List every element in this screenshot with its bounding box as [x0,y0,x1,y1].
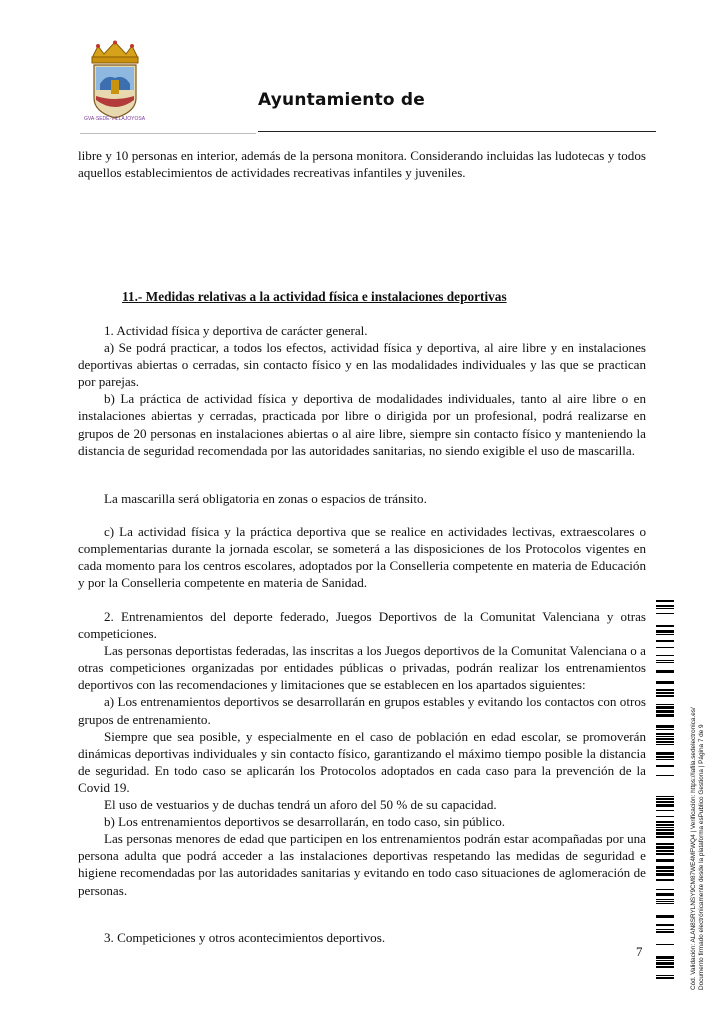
text-block-5 [78,929,646,946]
barcode-bar [656,816,674,817]
paragraph: b) La práctica de actividad física y deportiva de modalidades individuales, tanto al aire libre o en instalaciones abiertas y cerradas, practicada por libre o dirigida por un profesional, podrá realizarse en grupos de 20 personas en instalaciones abiertas o al aire libre, siempre sin contacto físico y manteniendo la distancia de seguridad recomendada por las autoridades sanitarias, no siendo exigible el uso de mascarilla. [78,391,646,458]
barcode-bar [656,660,674,661]
barcode-bar [656,801,674,803]
paragraph: Siempre que sea posible, y especialmente en el caso de población en edad escolar, se promoverán dinámicas deportivas individuales y sin contacto físico, garantizando el máximo tiempo posible la distancia de seguridad. En todo caso se aplicarán los Protocolos adoptados en cada caso para la prevención de la Covid 19. [78,728,646,795]
barcode-bar [656,630,674,633]
barcode-bar [656,741,674,743]
barcode-bar [656,903,674,904]
barcode-bar [656,729,674,730]
page-number: 7 [636,944,643,959]
barcode-bar [656,692,674,694]
barcode-bar [656,670,674,673]
barcode-bar [656,899,674,900]
section-heading: 11.- Medidas relativas a la actividad física e instalaciones deportivas [122,289,507,304]
intro-paragraph [78,147,646,181]
barcode-bar [656,859,674,862]
barcode-bar [656,924,674,926]
barcode-bar [656,681,674,684]
barcode-bar [656,655,674,656]
barcode-bar [656,710,674,713]
barcode-bar [656,775,674,776]
paragraph: 1. Actividad física y deportiva de carácter general. [104,323,368,338]
barcode-bar [656,962,674,965]
barcode-bar [656,744,674,745]
header-rule-left [80,133,256,134]
barcode-bar [656,738,674,740]
barcode-bar [656,975,674,976]
barcode-bar [656,824,674,826]
barcode-bar [656,756,674,758]
barcode-bar [656,827,674,828]
barcode-bar [656,736,674,737]
header-rule [258,131,656,132]
text-block-2 [78,490,646,507]
barcode-bar [656,647,674,648]
paragraph: c) La actividad física y la práctica deportiva que se realice en actividades lectivas, extraescolares o complementarias durante la jornada escolar, se someterá a las disposiciones de los Protocolos vigentes en cada momento para los centros escolares, adoptados por la Conselleria competente en materia de Educación y por la Conselleria competente en materia de Sanidad. [78,524,646,591]
barcode-bar [656,850,674,852]
verification-line-1: Cód. Validación: ALAN8SRYLNSY9CM87WE4MFWQ4 | Verificación: https://lafila.sedelectronica.es/ [690,707,697,990]
barcode-bar [656,893,674,896]
paragraph: La mascarilla será obligatoria en zonas o espacios de tránsito. [104,491,427,506]
barcode-bar [656,901,674,902]
barcode-bar [656,889,674,890]
barcode-bar [656,714,674,717]
logo-caption: GVA·SEDE·VILLAJOYOSA [84,116,146,122]
barcode-bar [656,829,674,831]
barcode-bar [656,977,674,979]
barcode-bar [656,866,674,869]
barcode-bar [656,704,674,705]
barcode-bar [656,853,674,855]
paragraph: a) Los entrenamientos deportivos se desarrollarán en grupos estables y evitando los contactos con otros grupos de entrenamiento. [78,694,646,727]
barcode-bar [656,752,674,755]
barcode-bar [656,832,674,835]
barcode-bar [656,608,674,609]
paragraph: Las personas deportistas federadas, las inscritas a los Juegos deportivos de la Comunitat Valenciana o a otras competiciones organizadas por entidades públicas o privadas, podrán realizar los entrenamientos deportivos con las recomendaciones y limitaciones que se establecen en los apartados siguientes: [78,643,646,693]
header-title: Ayuntamiento de [258,90,426,110]
barcode-bar [656,810,674,811]
paragraph: b) Los entrenamientos deportivos se desarrollarán, en todo caso, sin público. [104,814,506,830]
barcode-bar [656,634,674,635]
barcode-bar [656,662,674,663]
barcode-bar [656,931,674,933]
barcode-bar [656,915,674,918]
text-block-3 [78,523,646,591]
barcode-bar [656,873,674,876]
barcode-bar [656,765,674,767]
barcode-bar [656,960,674,961]
barcode [656,600,674,980]
barcode-bar [656,600,674,602]
verification-line-2: Documento firmado electrónicamente desde la plataforma esPublico Gestiona | Página 7 de 9 [698,724,705,990]
barcode-bar [656,798,674,800]
barcode-bar [656,706,674,709]
barcode-bar [656,796,674,797]
barcode-bar [656,966,674,968]
text-block-1 [78,322,646,459]
barcode-bar [656,640,674,642]
paragraph: Las personas menores de edad que participen en los entrenamientos podrán estar acompañadas por una persona adulta que podrá acceder a las instalaciones deportivas respetando las medidas de seguridad e higiene recomendadas por las autoridades sanitarias y evitando en todo caso situaciones de aglomeración de personas. [78,831,646,898]
paragraph: 3. Competiciones y otros acontecimientos deportivos. [104,930,386,945]
barcode-bar [656,956,674,959]
paragraph: libre y 10 personas en interior, además de la persona monitora. Considerando incluidas las ludotecas y todos aquellos establecimientos de actividades recreativas infantiles y juveniles. [78,148,646,181]
barcode-bar [656,843,674,845]
barcode-bar [656,836,674,838]
barcode-bar [656,733,674,735]
text-block-4 [78,608,646,899]
verification-stamp [690,670,706,990]
paragraph: El uso de vestuarios y de duchas tendrá un aforo del 50 % de su capacidad. [104,797,497,813]
barcode-bar [656,804,674,807]
barcode-bar [656,879,674,881]
barcode-bar [656,625,674,627]
barcode-bar [656,870,674,872]
barcode-bar [656,605,674,607]
barcode-bar [656,689,674,691]
barcode-bar [656,759,674,760]
barcode-bar [656,695,674,697]
barcode-bar [656,821,674,823]
paragraph: 2. Entrenamientos del deporte federado, Juegos Deportivos de la Comunitat Valenciana y otras competiciones. [78,609,646,642]
barcode-bar [656,725,674,728]
barcode-bar [656,846,674,849]
barcode-bar [656,613,674,614]
paragraph: a) Se podrá practicar, a todos los efectos, actividad física y deportiva, al aire libre y en instalaciones deportivas abiertas o cerradas, sin contacto físico y en las modalidades individuales y las que se practican por parejas. [78,340,646,390]
barcode-bar [656,944,674,945]
barcode-bar [656,929,674,930]
coat-of-arms-logo [84,40,146,126]
